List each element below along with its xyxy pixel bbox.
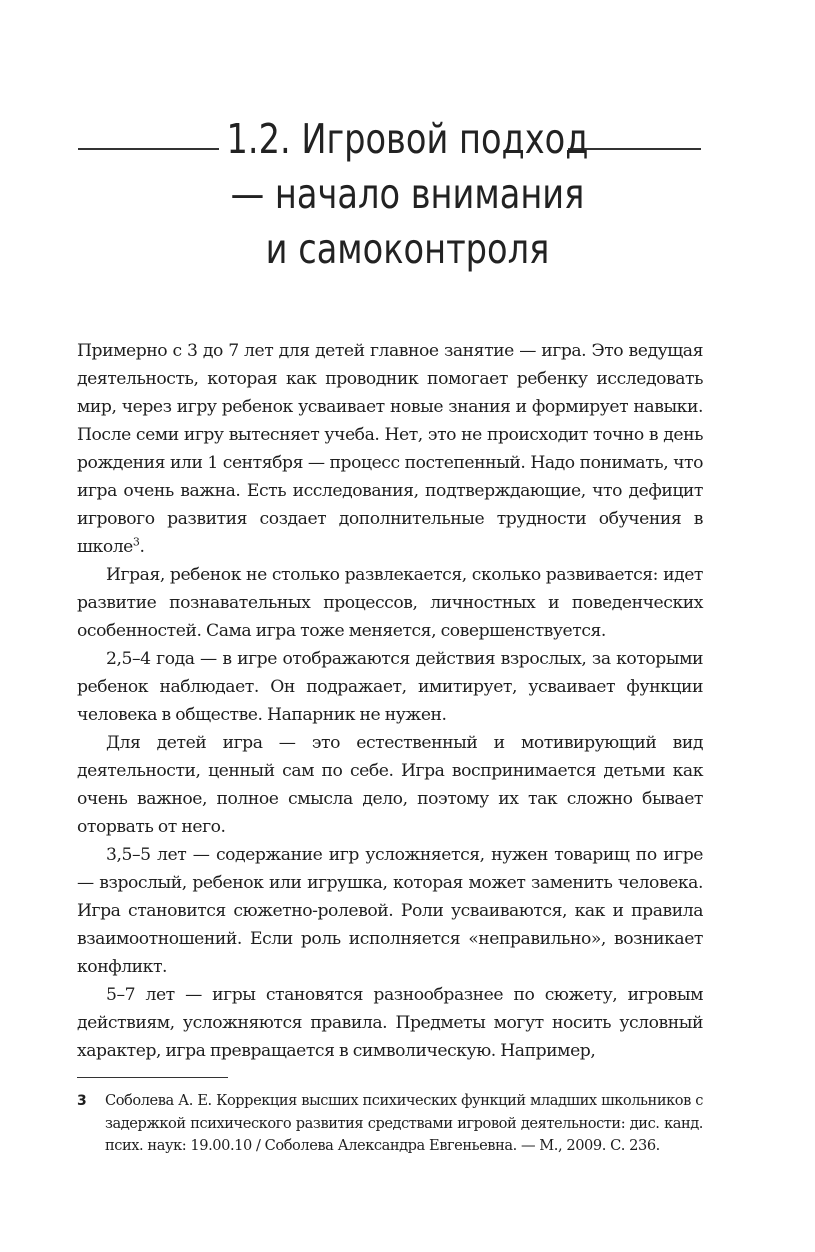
footnote-separator: [77, 1077, 228, 1078]
paragraph-1: Примерно с 3 до 7 лет для детей главное занятие — игра. Это ведущая деятельность, которая как проводник помогает ребенку исследовать мир, через игру ребенок усваивает новые знания и формирует навыки. После семи игру вытесняет учеба. Нет, это не происходит точно в день рождения или 1 сентября — процесс постепенный. Надо понимать, что игра очень важна. Есть исследования, подтверждающие, что дефицит игрового развития создает дополнительные трудности обучения в школе$^3$.: [77, 341, 703, 557]
footnote-text: Соболева А. Е. Коррекция высших психических функций младших школьников с задержкой психического развития средствами игровой деятельности: дис. канд. псих. наук: 19.00.10 / Соболева Александра Евгеньевна. — М., 2009. С. 236.: [105, 1092, 703, 1154]
paragraph-1-text: Примерно с 3 до 7 лет для детей главное занятие — игра. Это ведущая деятельность, которая как проводник помогает ребенку исследовать мир, через игру ребенок усваивает новые знания и формирует навыки. После семи игру вытесняет учеба. Нет, это не происходит точно в день рождения или 1 сентября — процесс постепенный. Надо понимать, что игра очень важна. Есть исследования, подтверждающие, что дефицит игрового развития создает дополнительные трудности обучения в школе: [77, 341, 703, 557]
paragraph-2: Играя, ребенок не столько развлекается, сколько развивается: идет развитие познавательных процессов, личностных и поведенческих особенностей. Сама игра тоже меняется, совершенствуется.: [77, 565, 703, 641]
heading-line-1: 1.2. Игровой подход: [226, 115, 589, 163]
heading-line-2: — начало внимания: [230, 170, 585, 218]
paragraph-6: 5–7 лет — игры становятся разнообразнее по сюжету, игровым действиям, усложняются правила. Предметы могут носить условный характер, игра превращается в символическую. Например,: [77, 985, 703, 1061]
footnote-reference[interactable]: 3: [132, 535, 140, 549]
footnote: [77, 1090, 703, 1158]
section-heading: [73, 112, 741, 277]
heading-line-3: и самоконтроля: [265, 225, 550, 273]
paragraph-5: 3,5–5 лет — содержание игр усложняется, нужен товарищ по игре — взрослый, ребенок или игрушка, которая может заменить человека. Игра становится сюжетно-ролевой. Роли усваиваются, как и правила взаимоотношений. Если роль исполняется «неправильно», возникает конфликт.: [77, 845, 703, 977]
body-text: [77, 337, 703, 1065]
paragraph-4: Для детей игра — это естественный и мотивирующий вид деятельности, ценный сам по себе. Игра воспринимается детьми как очень важное, полное смысла дело, поэтому их так сложно бывает оторвать от него.: [77, 733, 703, 837]
paragraph-3: 2,5–4 года — в игре отображаются действия взрослых, за которыми ребенок наблюдает. Он подражает, имитирует, усваивает функции человека в обществе. Напарник не нужен.: [77, 649, 703, 725]
footnote-number: 3: [77, 1093, 87, 1109]
